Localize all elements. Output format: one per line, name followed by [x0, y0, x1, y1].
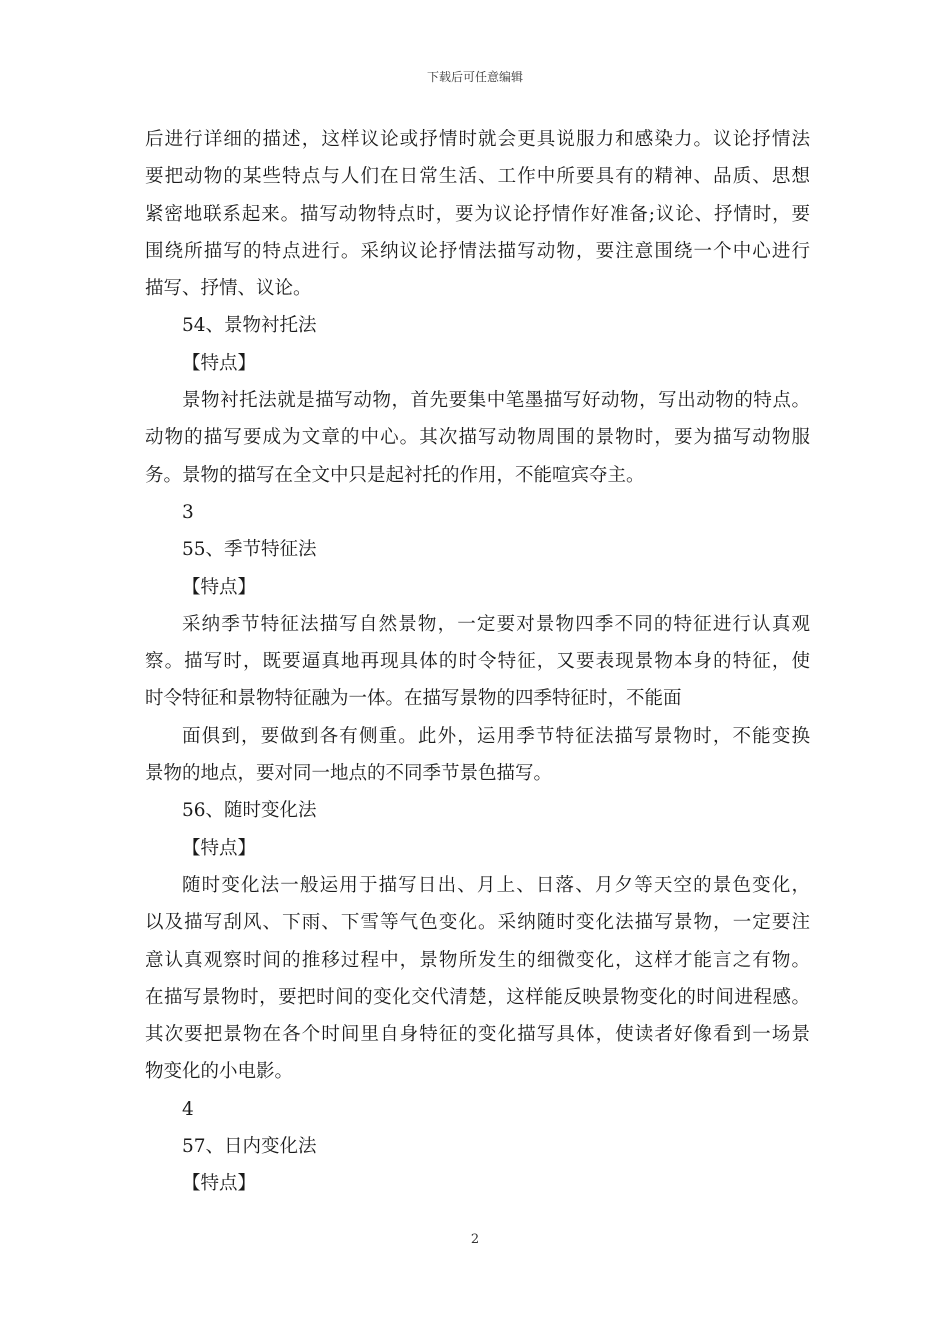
text-line: 物变化的小电影。: [145, 1061, 294, 1083]
text-line: 紧密地联系起来。描写动物特点时，要为议论抒情作好准备;议论、抒情时，要: [145, 203, 810, 225]
text-line: 后进行详细的描述，这样议论或抒情时就会更具说服力和感染力。议论抒情法: [145, 129, 810, 150]
text-line: 围绕所描写的特点进行。采纳议论抒情法描写动物，要注意围绕一个中心进行: [145, 240, 810, 262]
text-line: 【特点】: [182, 576, 257, 598]
text-line: 【特点】: [182, 352, 257, 374]
text-line: 务。景物的描写在全文中只是起衬托的作用，不能喧宾夺主。: [145, 464, 645, 486]
text-line: 随时变化法一般运用于描写日出、月上、日落、月夕等天空的景色变化，: [182, 874, 810, 896]
text-line: 时令特征和景物特征融为一体。在描写景物的四季特征时，不能面: [145, 688, 682, 710]
text-line: 动物的描写要成为文章的中心。其次描写动物周围的景物时，要为描写动物服: [145, 427, 810, 449]
text-line: 景物的地点，要对同一地点的不同季节景色描写。: [145, 763, 553, 785]
text-line: 56、随时变化法: [182, 800, 317, 822]
text-line: 其次要把景物在各个时间里自身特征的变化描写具体，使读者好像看到一场景: [145, 1024, 810, 1046]
text-line: 54、景物衬托法: [182, 315, 317, 337]
text-line: 意认真观察时间的推移过程中，景物所发生的细微变化，这样才能言之有物。: [145, 949, 810, 971]
text-line: 景物衬托法就是描写动物，首先要集中笔墨描写好动物，写出动物的特点。: [182, 390, 810, 412]
page-number: 2: [470, 1232, 480, 1247]
text-line: 在描写景物时，要把时间的变化交代清楚，这样能反映景物变化的时间进程感。: [145, 986, 810, 1008]
text-line: 要把动物的某些特点与人们在日常生活、工作中所要具有的精神、品质、思想: [145, 166, 810, 188]
document-body: [145, 121, 810, 1203]
text-line: 采纳季节特征法描写自然景物，一定要对景物四季不同的特征进行认真观: [182, 613, 810, 635]
text-line: 3: [182, 501, 194, 523]
text-line: 以及描写刮风、下雨、下雪等气色变化。采纳随时变化法描写景物，一定要注: [145, 912, 810, 934]
text-line: 察。描写时，既要逼真地再现具体的时令特征，又要表现景物本身的特征，使: [145, 651, 810, 673]
text-line: 描写、抒情、议论。: [145, 278, 312, 300]
text-line: 【特点】: [182, 837, 257, 859]
text-line: 面俱到，要做到各有侧重。此外，运用季节特征法描写景物时，不能变换: [182, 725, 810, 747]
text-line: 4: [182, 1098, 194, 1120]
text-line: 57、日内变化法: [182, 1136, 317, 1158]
page-header: 下载后可任意编辑: [426, 70, 523, 84]
text-line: 55、季节特征法: [182, 539, 317, 561]
text-line: 【特点】: [182, 1173, 257, 1195]
